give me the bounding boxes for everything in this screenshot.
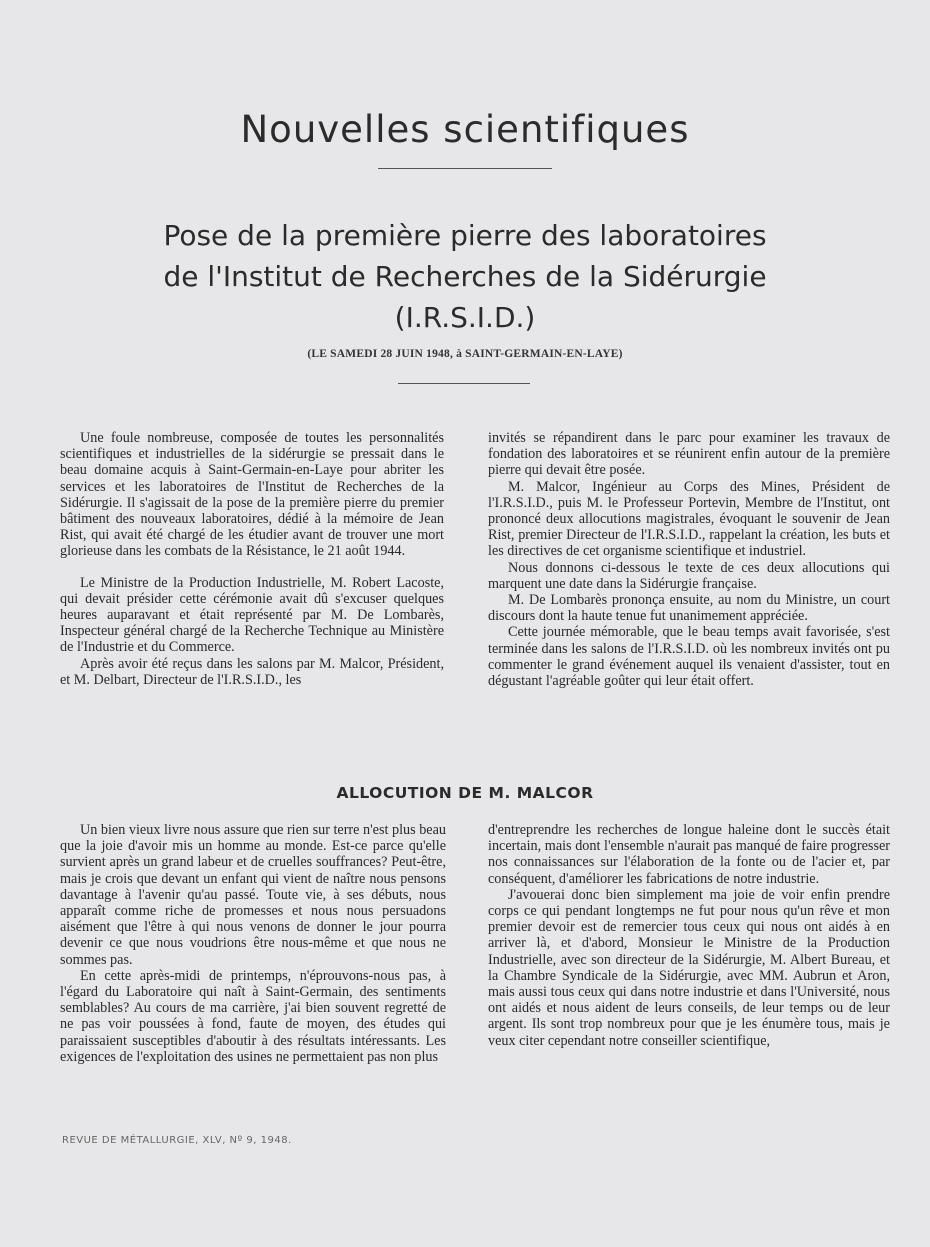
subtitle-rule [398,383,530,384]
paragraph: En cette après-midi de printemps, n'éprouvons-nous pas, à l'égard du Laboratoire qui naît à Saint-Germain, des sentiments semblables? Au cours de ma carrière, j'ai bien souvent regretté de ne pas voir poussées à fond, faute de moyen, des études qui paraissaient susceptibles d'aboutir à des résultats intéressants. Les exigences de l'exploitation des usines ne permettaient pas non plus [60,967,446,1065]
paragraph: Nous donnons ci-dessous le texte de ces deux allocutions qui marquent une date dans la Sidérurgie française. [488,559,890,592]
paragraph: Après avoir été reçus dans les salons par M. Malcor, Président, et M. Delbart, Directeur de l'I.R.S.I.D., les [60,655,444,688]
allocution-left-column [60,822,446,1065]
paragraph: Un bien vieux livre nous assure que rien sur terre n'est plus beau que la joie d'avoir mis un homme au monde. Est-ce parce qu'elle survient après un grand labeur et de cruelles souffrances? Peut-être, mais je crois que devant un enfant qui vient de naître nous pensons davantage à l'avenir qu'au passé. Toute vie, à ses débuts, nous apparaît comme riche de promesses et nous nous persuadons aisément que l'être à qui nous venons de donner le jour pourra devenir ce que nous voudrions être nous-même et que nous ne sommes pas. [60,822,446,968]
article-title-line-2: de l'Institut de Recherches de la Sidérurgie [163,260,767,293]
paragraph: Le Ministre de la Production Industrielle, M. Robert Lacoste, qui devait présider cette cérémonie avait dû s'excuser quelques heures auparavant et était représenté par M. De Lombarès, Inspecteur général chargé de la Recherche Technique au Ministère de l'Industrie et du Commerce. [60,574,444,656]
article-subtitle: (LE SAMEDI 28 JUIN 1948, à SAINT-GERMAIN-EN-LAYE) [307,348,623,360]
allocution-right-column [488,822,890,1049]
paragraph: M. De Lombarès prononça ensuite, au nom du Ministre, un court discours dont la haute tenue fut unanimement appréciée. [488,592,890,625]
journal-footer: REVUE DE MÉTALLURGIE, XLV, Nº 9, 1948. [62,1135,292,1146]
article-title [60,215,870,338]
paragraph: M. Malcor, Ingénieur au Corps des Mines, Président de l'I.R.S.I.D., puis M. le Professeur Portevin, Membre de l'Institut, ont prononcé deux allocutions magistrales, évoquant le souvenir de Jean Rist, premier Directeur de l'I.R.S.I.D., rappelant la création, les buts et les directives de cet organisme scientifique et industriel. [488,478,890,560]
paragraph: J'avouerai donc bien simplement ma joie de voir enfin prendre corps ce qui pendant longtemps ne fut pour nous qu'un rêve et mon premier devoir est de remercier tous ceux qui nous ont aidés à en arriver là, et d'abord, Monsieur le Ministre de la Production Industrielle, avec son directeur de la Sidérurgie, M. Albert Bureau, et la Chambre Syndicale de la Sidérurgie, avec MM. Aubrun et Aron, mais aussi tous ceux qui dans notre industrie et dans l'Université, nous ont aidés et nous aident de leurs conseils, de leur temps ou de leur argent. Ils sont trop nombreux pour que je les énumère tous, mais je veux citer cependant notre conseiller scientifique, [488,886,890,1049]
paragraph: d'entreprendre les recherches de longue haleine dont le succès était incertain, mais dont l'ensemble n'aurait pas manqué de faire progresser nos connaissances sur l'élaboration de la fonte ou de l'acier et, par conséquent, d'améliorer les fabrications de notre industrie. [488,822,890,887]
paragraph: Une foule nombreuse, composée de toutes les personnalités scientifiques et industrielles de la sidérurgie se pressait dans le beau domaine acquis à Saint-Germain-en-Laye pour abriter les services et les laboratoires de l'Institut de Recherches de la Sidérurgie. Il s'agissait de la pose de la première pierre du premier bâtiment des nouveaux laboratoires, dédié à la mémoire de Jean Rist, qui avait été chargé de les étudier avant de trouver une mort glorieuse dans les combats de la Résistance, le 21 août 1944. [60,430,444,560]
intro-right-column [488,430,890,689]
article-title-line-1: Pose de la première pierre des laboratoires [163,219,767,252]
section-title: Nouvelles scientifiques [240,108,690,151]
intro-left-column [60,430,444,688]
allocution-heading: ALLOCUTION DE M. MALCOR [336,784,594,802]
title-rule [378,168,552,169]
paragraph: invités se répandirent dans le parc pour examiner les travaux de fondation des laboratoires et se réunirent enfin autour de la première pierre qui devait être posée. [488,430,890,479]
paragraph: Cette journée mémorable, que le beau temps avait favorisée, s'est terminée dans les salons de l'I.R.S.I.D. où les nombreux invités ont pu commenter le grand événement auquel ils venaient d'assister, tout en dégustant l'agréable goûter qui leur était offert. [488,624,890,690]
article-title-line-3: (I.R.S.I.D.) [394,301,536,334]
